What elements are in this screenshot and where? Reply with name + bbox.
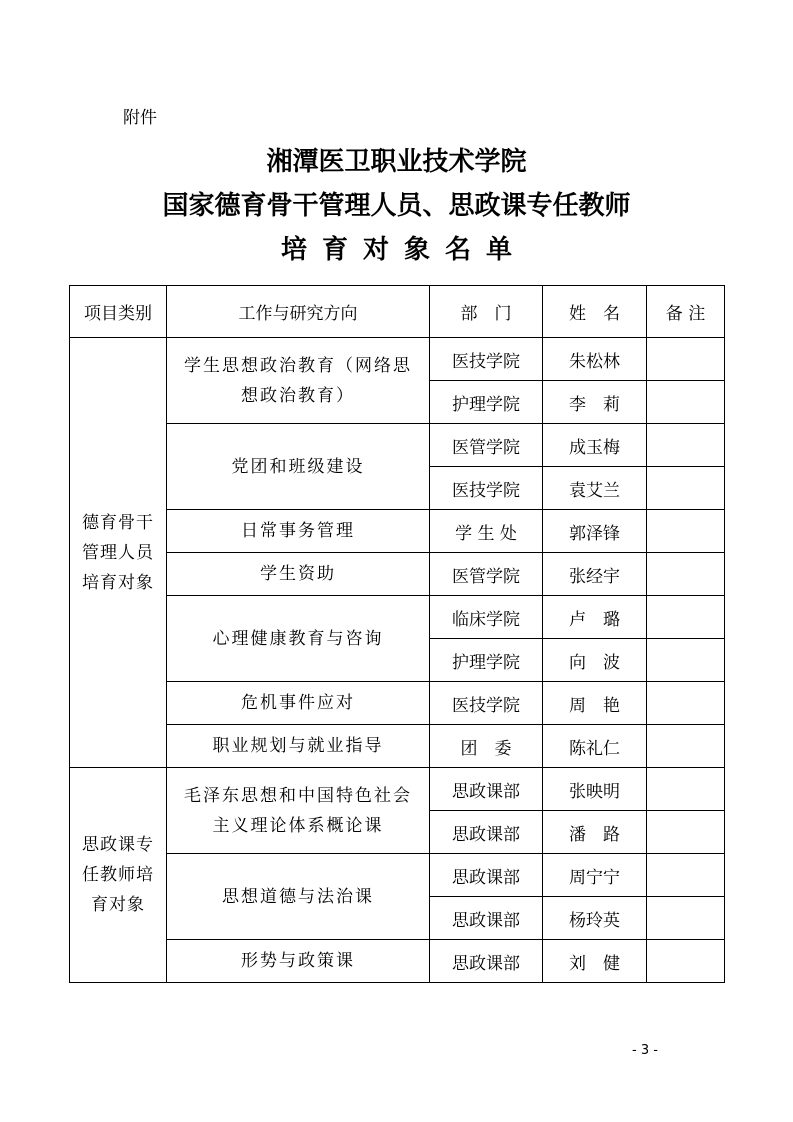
document-title-list: 培育对象名单	[280, 235, 527, 265]
name-cell: 成玉梅	[543, 424, 647, 467]
department-cell: 医管学院	[430, 424, 543, 467]
name-cell: 袁艾兰	[543, 467, 647, 510]
table-row	[70, 725, 725, 768]
name-cell: 张经宇	[543, 553, 647, 596]
direction-cell: 思想道德与法治课	[167, 854, 430, 940]
name-cell: 潘 路	[543, 811, 647, 854]
remarks-cell	[647, 639, 725, 682]
roster-table	[69, 285, 725, 983]
department-cell: 护理学院	[430, 381, 543, 424]
table-row	[70, 338, 725, 381]
table-row	[70, 940, 725, 983]
remarks-cell	[647, 682, 725, 725]
direction-cell: 学生资助	[167, 553, 430, 596]
remarks-cell	[647, 424, 725, 467]
column-header-name: 姓 名	[543, 286, 647, 338]
name-cell: 陈礼仁	[543, 725, 647, 768]
name-cell: 周宁宁	[543, 854, 647, 897]
remarks-cell	[647, 854, 725, 897]
department-cell: 医技学院	[430, 467, 543, 510]
table-row	[70, 768, 725, 811]
department-cell: 思政课部	[430, 768, 543, 811]
department-cell: 思政课部	[430, 811, 543, 854]
direction-cell: 毛泽东思想和中国特色社会主义理论体系概论课	[167, 768, 430, 854]
department-cell: 团 委	[430, 725, 543, 768]
category-cell: 思政课专任教师培育对象	[70, 768, 167, 983]
remarks-cell	[647, 768, 725, 811]
remarks-cell	[647, 381, 725, 424]
direction-cell: 心理健康教育与咨询	[167, 596, 430, 682]
department-cell: 临床学院	[430, 596, 543, 639]
direction-cell: 学生思想政治教育（网络思想政治教育）	[167, 338, 430, 424]
remarks-cell	[647, 811, 725, 854]
document-title-subject: 国家德育骨干管理人员、思政课专任教师	[162, 191, 631, 221]
table-row	[70, 682, 725, 725]
remarks-cell	[647, 510, 725, 553]
table-row	[70, 553, 725, 596]
name-cell: 向 波	[543, 639, 647, 682]
remarks-cell	[647, 553, 725, 596]
department-cell: 护理学院	[430, 639, 543, 682]
department-cell: 学 生 处	[430, 510, 543, 553]
column-header-direction: 工作与研究方向	[167, 286, 430, 338]
department-cell: 医技学院	[430, 682, 543, 725]
name-cell: 郭泽锋	[543, 510, 647, 553]
direction-cell: 党团和班级建设	[167, 424, 430, 510]
direction-cell: 职业规划与就业指导	[167, 725, 430, 768]
column-header-remarks: 备 注	[647, 286, 725, 338]
column-header-department: 部 门	[430, 286, 543, 338]
remarks-cell	[647, 338, 725, 381]
name-cell: 张映明	[543, 768, 647, 811]
name-cell: 卢 璐	[543, 596, 647, 639]
department-cell: 医技学院	[430, 338, 543, 381]
remarks-cell	[647, 897, 725, 940]
name-cell: 杨玲英	[543, 897, 647, 940]
table-row	[70, 854, 725, 897]
name-cell: 周 艳	[543, 682, 647, 725]
remarks-cell	[647, 467, 725, 510]
remarks-cell	[647, 725, 725, 768]
remarks-cell	[647, 940, 725, 983]
name-cell: 李 莉	[543, 381, 647, 424]
direction-cell: 形势与政策课	[167, 940, 430, 983]
remarks-cell	[647, 596, 725, 639]
attachment-label: 附件	[123, 108, 157, 128]
category-cell: 德育骨干管理人员培育对象	[70, 338, 167, 768]
table-row	[70, 424, 725, 467]
document-title-school: 湘潭医卫职业技术学院	[266, 147, 527, 177]
column-header-category: 项目类别	[70, 286, 167, 338]
name-cell: 朱松林	[543, 338, 647, 381]
department-cell: 思政课部	[430, 854, 543, 897]
department-cell: 医管学院	[430, 553, 543, 596]
department-cell: 思政课部	[430, 940, 543, 983]
name-cell: 刘 健	[543, 940, 647, 983]
direction-cell: 日常事务管理	[167, 510, 430, 553]
direction-cell: 危机事件应对	[167, 682, 430, 725]
department-cell: 思政课部	[430, 897, 543, 940]
table-row	[70, 510, 725, 553]
table-row	[70, 596, 725, 639]
table-header-row	[70, 286, 725, 338]
page-number: - 3 -	[632, 1043, 658, 1058]
